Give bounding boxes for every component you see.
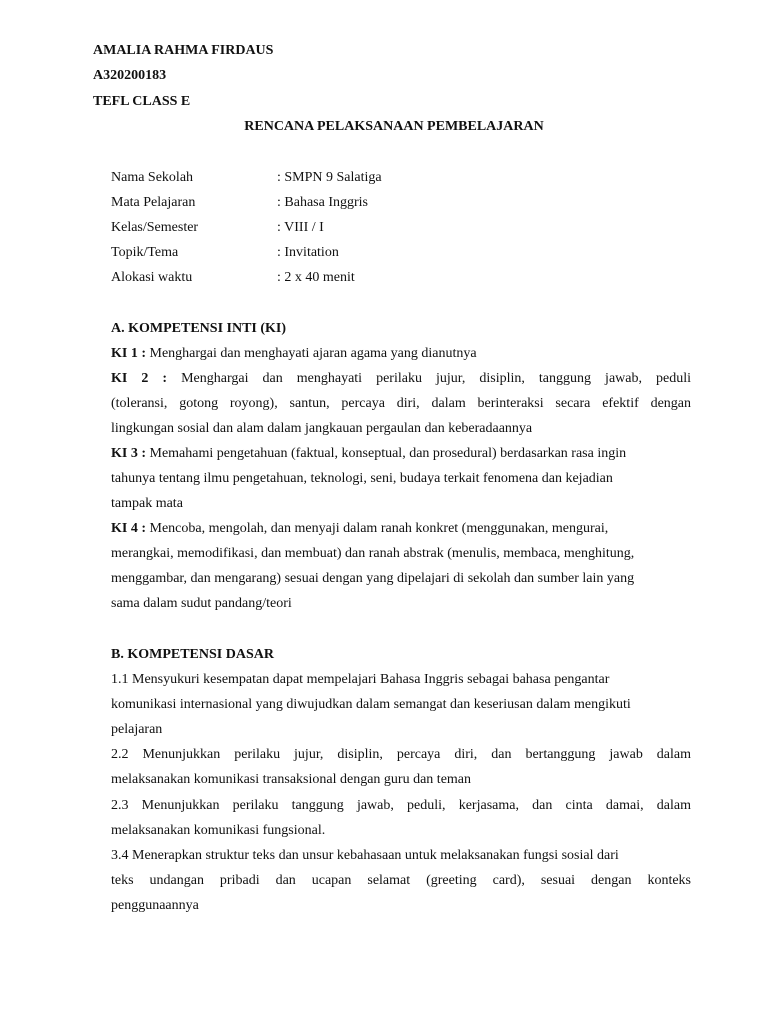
kd23-paragraph [111,793,691,843]
ki2-paragraph [111,366,691,441]
kd34-paragraph [111,843,691,918]
info-label: Topik/Tema [111,245,179,260]
ki3-line2: tahunya tentang ilmu pengetahuan, teknologi, seni, budaya terkait fenomena dan kejadian [111,471,613,486]
info-label: Mata Pelajaran [111,195,196,210]
ki3-paragraph [111,441,691,516]
kd34-line1: 3.4 Menerapkan struktur teks dan unsur kebahasaan untuk melaksanakan fungsi sosial dari [111,848,619,863]
kd11-paragraph [111,667,691,742]
kd22-line1: 2.2 Menunjukkan perilaku jujur, disiplin, percaya diri, dan bertanggung jawab dalam [111,747,691,762]
class-name: TEFL CLASS E [93,94,191,109]
info-label: Alokasi waktu [111,270,193,285]
document-title: RENCANA PELAKSANAAN PEMBELAJARAN [244,119,544,134]
ki4-paragraph [111,516,691,616]
ki1-text: Menghargai dan menghayati ajaran agama yang dianutnya [146,346,477,361]
kd34-line3: penggunaannya [111,898,199,913]
kd34-line2: teks undangan pribadi dan ucapan selamat (greeting card), sesuai dengan konteks [111,873,691,888]
ki1-paragraph [111,341,691,366]
kd23-line1: 2.3 Menunjukkan perilaku tanggung jawab, peduli, kerjasama, dan cinta damai, dalam [111,798,691,813]
author-name: AMALIA RAHMA FIRDAUS [93,43,274,58]
info-value: : VIII / I [277,220,324,235]
student-id: A320200183 [93,68,167,83]
info-value: : Invitation [277,245,339,260]
ki4-line2: merangkai, memodifikasi, dan membuat) dan ranah abstrak (menulis, membaca, menghitung, [111,546,635,561]
ki3-line3: tampak mata [111,496,183,511]
kd11-line3: pelajaran [111,722,163,737]
ki3-label: KI 3 : [111,446,146,461]
section-a-heading: A. KOMPETENSI INTI (KI) [111,321,287,336]
ki2-line1: Menghargai dan menghayati perilaku jujur, disiplin, tanggung jawab, peduli [167,371,691,386]
info-label: Nama Sekolah [111,170,194,185]
ki4-line1: Mencoba, mengolah, dan menyaji dalam ranah konkret (menggunakan, mengurai, [146,521,609,536]
ki3-line1: Memahami pengetahuan (faktual, konseptual, dan prosedural) berdasarkan rasa ingin [146,446,627,461]
kd11-line1: 1.1 Mensyukuri kesempatan dapat mempelajari Bahasa Inggris sebagai bahasa pengantar [111,672,610,687]
info-value: : 2 x 40 menit [277,270,355,285]
ki4-line3: menggambar, dan mengarang) sesuai dengan yang dipelajari di sekolah dan sumber lain yang [111,571,635,586]
kd23-line2: melaksanakan komunikasi fungsional. [111,823,326,838]
ki2-line3: lingkungan sosial dan alam dalam jangkauan pergaulan dan keberadaannya [111,421,533,436]
info-value: : Bahasa Inggris [277,195,368,210]
ki1-label: KI 1 : [111,346,146,361]
kd22-line2: melaksanakan komunikasi transaksional dengan guru dan teman [111,772,472,787]
kd22-paragraph [111,742,691,792]
ki4-line4: sama dalam sudut pandang/teori [111,596,292,611]
ki2-label: KI 2 : [111,371,168,386]
section-b-heading: B. KOMPETENSI DASAR [111,647,274,662]
kd11-line2: komunikasi internasional yang diwujudkan dalam semangat dan keseriusan dalam mengikuti [111,697,631,712]
ki2-line2: (toleransi, gotong royong), santun, percaya diri, dalam berinteraksi secara efektif dengan [111,396,691,411]
ki4-label: KI 4 : [111,521,146,536]
info-label: Kelas/Semester [111,220,199,235]
info-value: : SMPN 9 Salatiga [277,170,382,185]
